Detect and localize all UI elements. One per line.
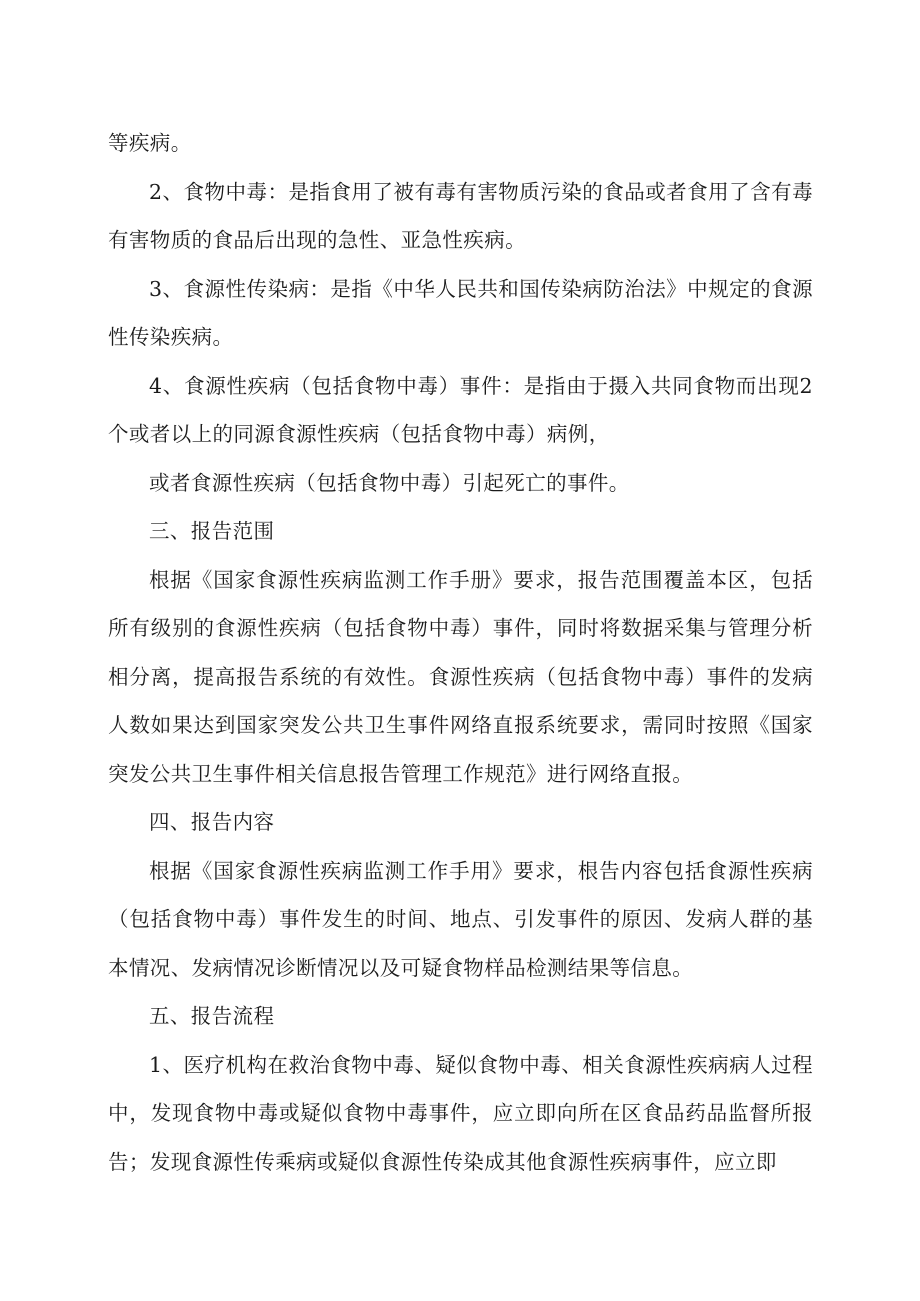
document-body [108, 119, 813, 1186]
paragraph-report-scope: 根据《国家食源性疾病监测工作手册》要求，报告范围覆盖本区，包括所有级别的食源性疾病（包括食物中毒）事件，同时将数据采集与管理分析相分离，提高报告系统的有效性。食源性疾病（包括食物中毒）事件的发病人数如果达到国家突发公共卫生事件网络直报系统要求，需同时按照《国家突发公共卫生事件相关信息报告管理工作规范》进行网络直报。 [108, 567, 813, 786]
section-heading-report-process: 五、报告流程 [149, 1004, 275, 1028]
paragraph-report-process-1: 1、医疗机构在救治食物中毒、疑似食物中毒、相关食源性疾病病人过程中，发现食物中毒或疑似食物中毒事件，应立即向所在区食品药品监督所报告；发现食源性传乘病或疑似食源性传染成其他食源性疾病事件，应立即 [108, 1052, 813, 1174]
paragraph-foodborne-disease-event-death: 或者食源性疾病（包括食物中毒）引起死亡的事件。 [149, 470, 630, 495]
paragraph-foodborne-infectious-disease: 3、食源性传染病：是指《中华人民共和国传染病防治法》中规定的食源性传染疾病。 [108, 276, 813, 349]
paragraph-food-poisoning: 2、食物中毒：是指食用了被有毒有害物质污染的食品或者食用了含有毒有害物质的食品后出现的急性、亚急性疾病。 [108, 179, 813, 252]
paragraph-foodborne-disease-event: 4、食源性疾病（包括食物中毒）事件：是指由于摄入共同食物而出现2个或者以上的同源食源性疾病（包括食物中毒）病例， [108, 373, 813, 446]
paragraph-report-content: 根据《国家食源性疾病监测工作手用》要求，根告内容包括食源性疾病（包括食物中毒）事件发生的时间、地点、引发事件的原因、发病人群的基本情况、发病情况诊断情况以及可疑食物样品检测结果等信息。 [108, 858, 813, 980]
section-heading-report-content: 四、报告内容 [149, 810, 275, 834]
section-heading-report-scope: 三、报告范围 [149, 519, 275, 543]
paragraph-continuation: 等疾病。 [108, 131, 192, 155]
